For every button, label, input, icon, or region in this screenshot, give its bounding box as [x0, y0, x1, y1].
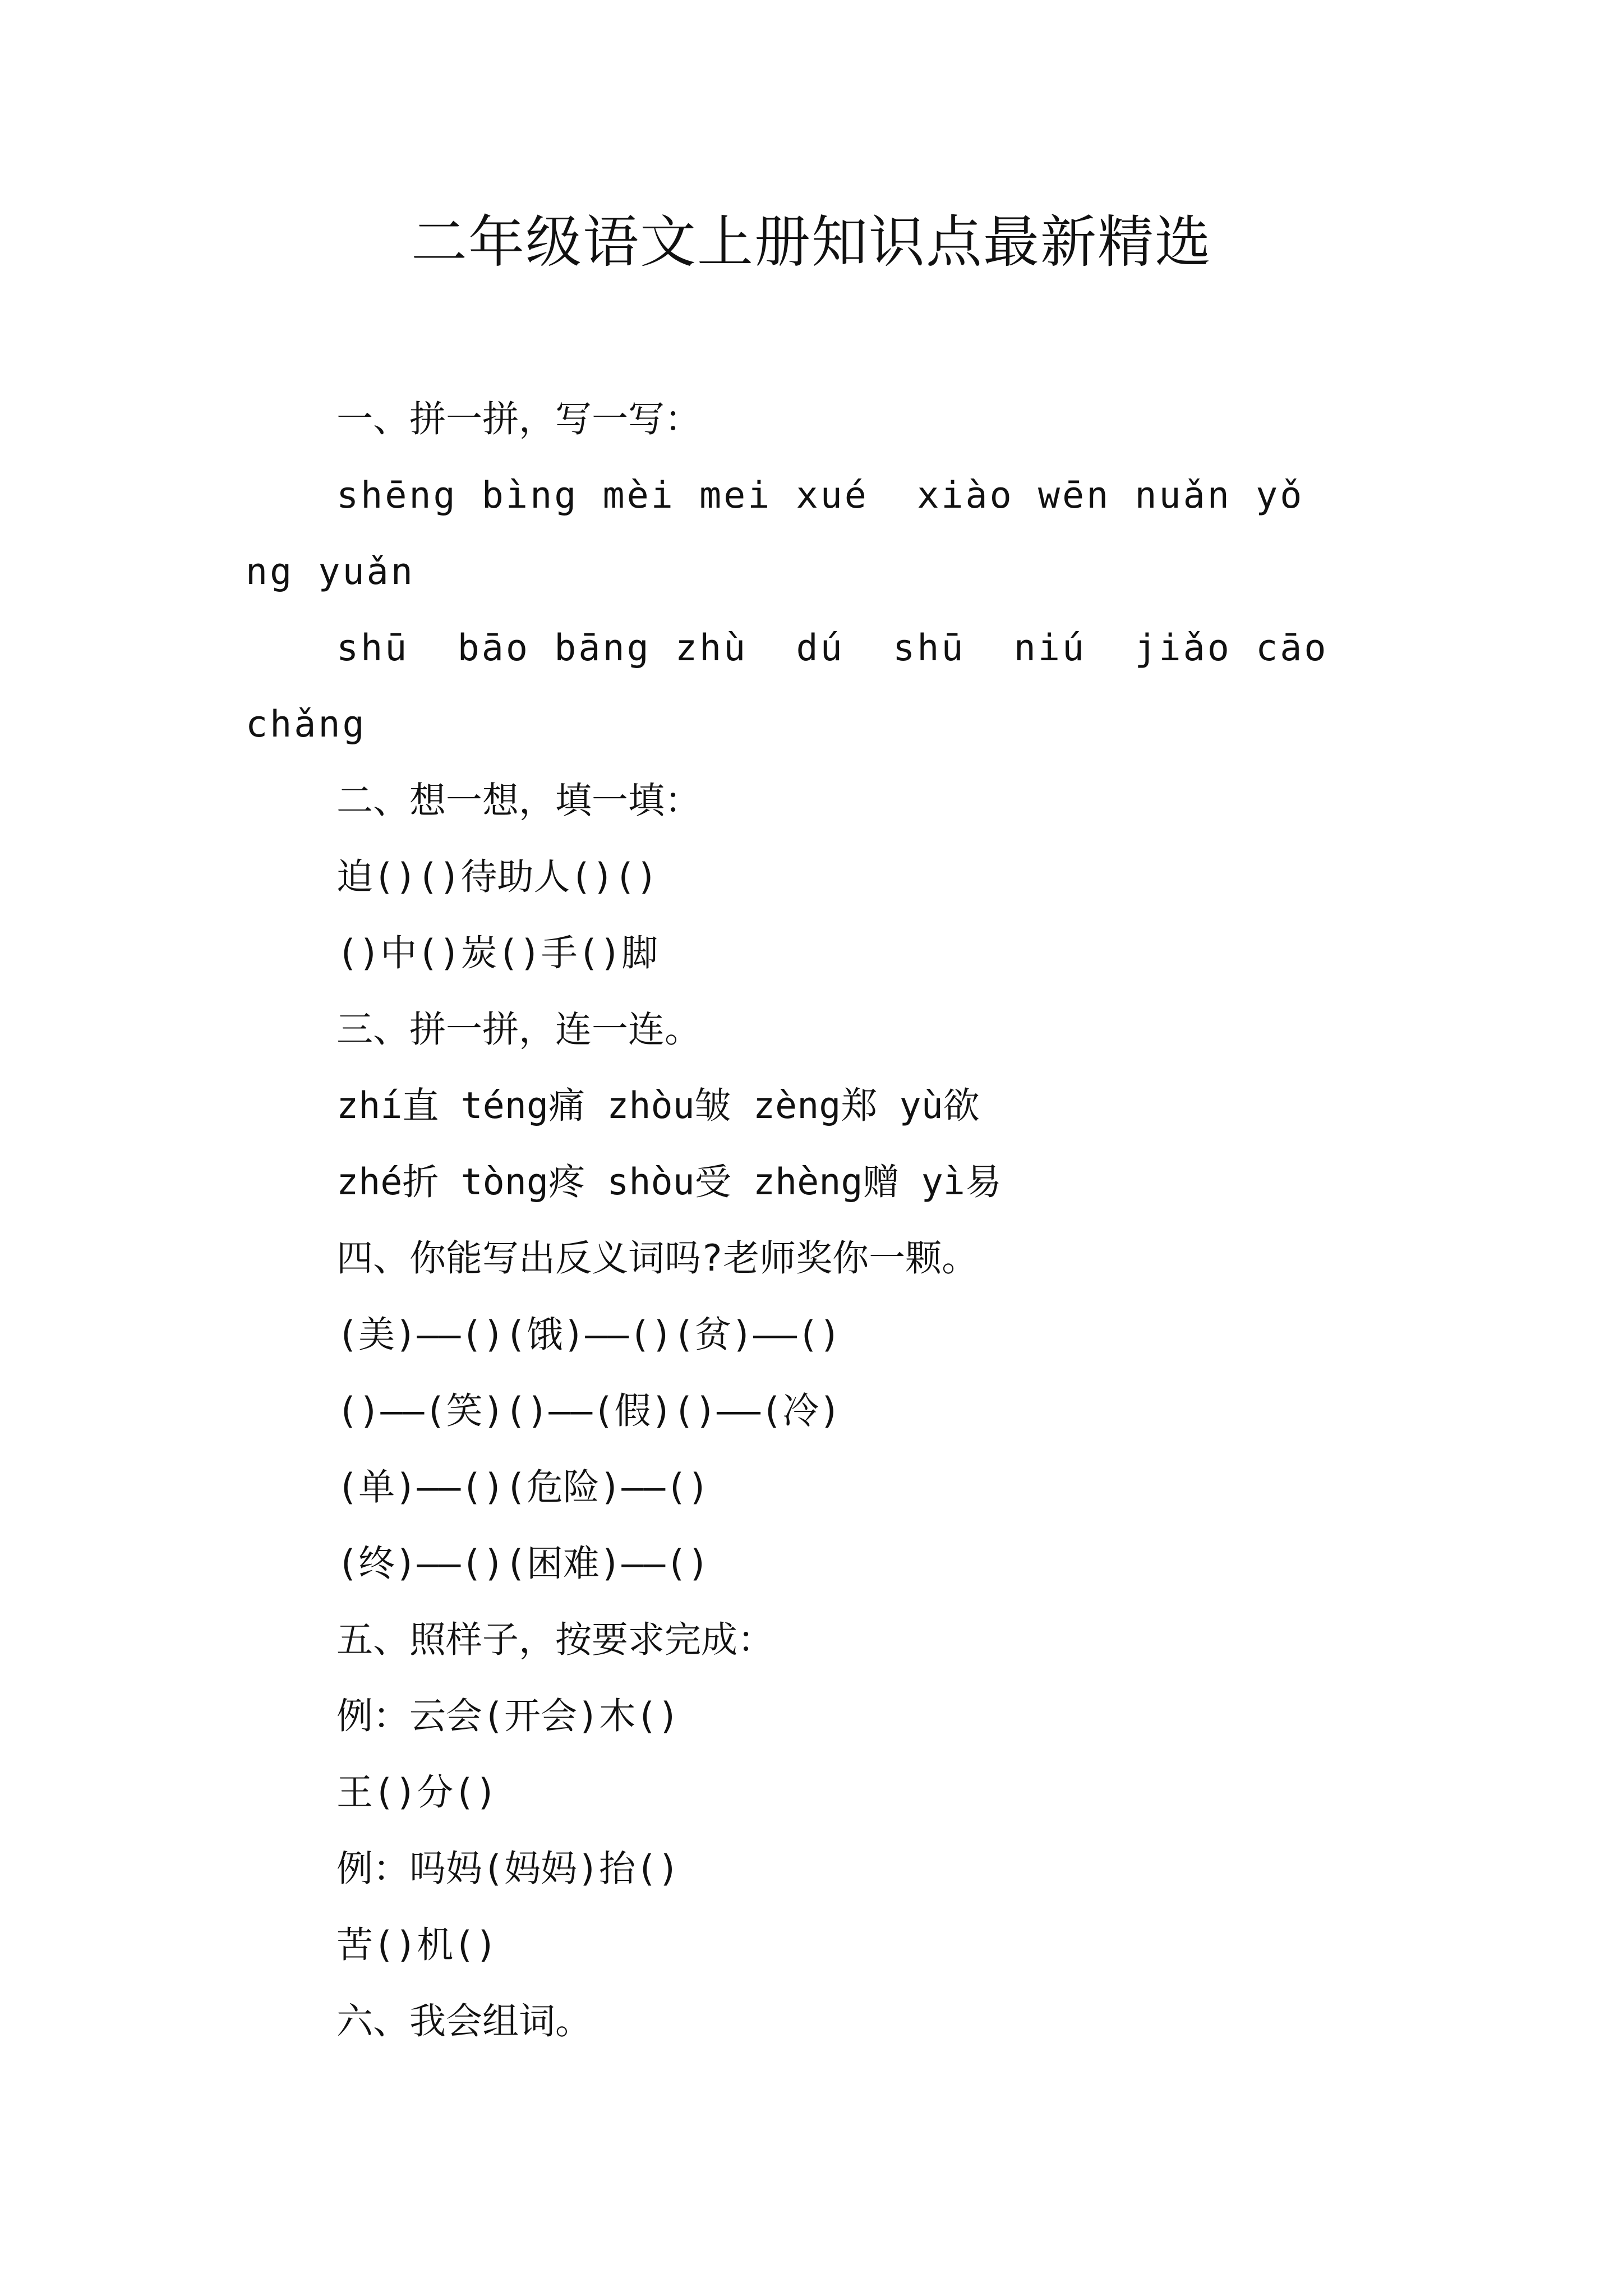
exercise-line-2: 苦()机() — [336, 1924, 497, 1966]
pinyin-line-1-continued: ng yuǎn — [246, 551, 415, 593]
fill-in-line-1: 迫()()待助人()() — [336, 856, 658, 898]
document-body — [246, 381, 1384, 2060]
example-line-2: 例：吗妈(妈妈)抬() — [336, 1848, 680, 1890]
section-heading-2: 二、想一想，填一填： — [336, 780, 702, 822]
section-heading-4: 四、你能写出反义词吗?老师奖你一颗。 — [336, 1237, 979, 1280]
matching-line-2: zhé折 tòng疼 shòu受 zhèng赠 yì易 — [336, 1161, 1002, 1203]
pinyin-line-2: shū bāo bāng zhù dú shū niú jiǎo cāo — [336, 627, 1329, 669]
section-heading-6: 六、我会组词。 — [336, 2000, 592, 2042]
antonym-line-3: (单)——()(危险)——() — [336, 1466, 709, 1508]
pinyin-line-2-continued: chǎng — [246, 703, 367, 746]
document-title: 二年级语文上册知识点最新精选 — [411, 209, 1212, 275]
example-line-1: 例：云会(开会)木() — [336, 1695, 680, 1737]
matching-line-1: zhí直 téng痛 zhòu皱 zèng郑 yù欲 — [336, 1085, 980, 1127]
antonym-line-2: ()——(笑)()——(假)()——(冷) — [336, 1390, 841, 1432]
exercise-line-1: 王()分() — [336, 1772, 497, 1814]
section-heading-5: 五、照样子，按要求完成： — [336, 1619, 774, 1661]
section-heading-1: 一、拼一拼，写一写： — [336, 398, 702, 440]
antonym-line-1: (美)——()(饿)——()(贫)——() — [336, 1314, 841, 1356]
antonym-line-4: (终)——()(困难)——() — [336, 1543, 709, 1585]
section-heading-3: 三、拼一拼，连一连。 — [336, 1009, 702, 1051]
pinyin-line-1: shēng bìng mèi mei xué xiào wēn nuǎn yǒ — [336, 475, 1304, 517]
fill-in-line-2: ()中()炭()手()脚 — [336, 932, 658, 974]
